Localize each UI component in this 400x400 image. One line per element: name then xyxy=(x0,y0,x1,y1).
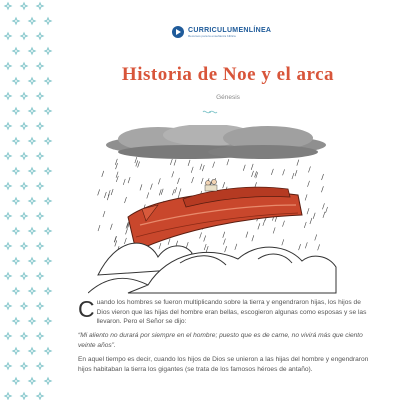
brand-name: CURRICULUMENLÍNEA xyxy=(188,26,272,34)
ornament-flourish-icon xyxy=(202,109,218,115)
page-subtitle: Génesis xyxy=(216,94,240,101)
story-text xyxy=(78,298,370,379)
page-title: Historia de Noe y el arca xyxy=(121,64,335,85)
paragraph-1: Cuando los hombres se fueron multiplicando sobre la tierra y engendraron hijas, los hijos de Dios vieron que las hijas del hombre eran bellas, escogieron algunas como esposas y se las llevaron. Pero el Señor se dijo: xyxy=(78,296,367,326)
decorative-border-pattern xyxy=(0,0,56,400)
noahs-ark-in-storm-illustration xyxy=(88,125,344,295)
waves xyxy=(88,243,336,293)
ark xyxy=(128,180,302,252)
drop-cap: C xyxy=(78,296,95,322)
brand-logo[interactable] xyxy=(172,26,271,38)
play-circle-icon xyxy=(172,26,184,38)
storm-cloud xyxy=(106,125,326,159)
brand-tagline: Recursos para la enseñanza bíblica xyxy=(188,33,236,38)
paragraph-3: En aquel tiempo es decir, cuando los hijos de Dios se unieron a las hijas del hombre y engendraron hijos habitaban la tierra los gigantes (se trata de los famosos héroes de antaño). xyxy=(78,355,369,373)
paragraph-2: “Mi aliento no durará por siempre en el hombre; puesto que es de carne, no vivirá más que ciento veinte años”. xyxy=(78,332,363,349)
